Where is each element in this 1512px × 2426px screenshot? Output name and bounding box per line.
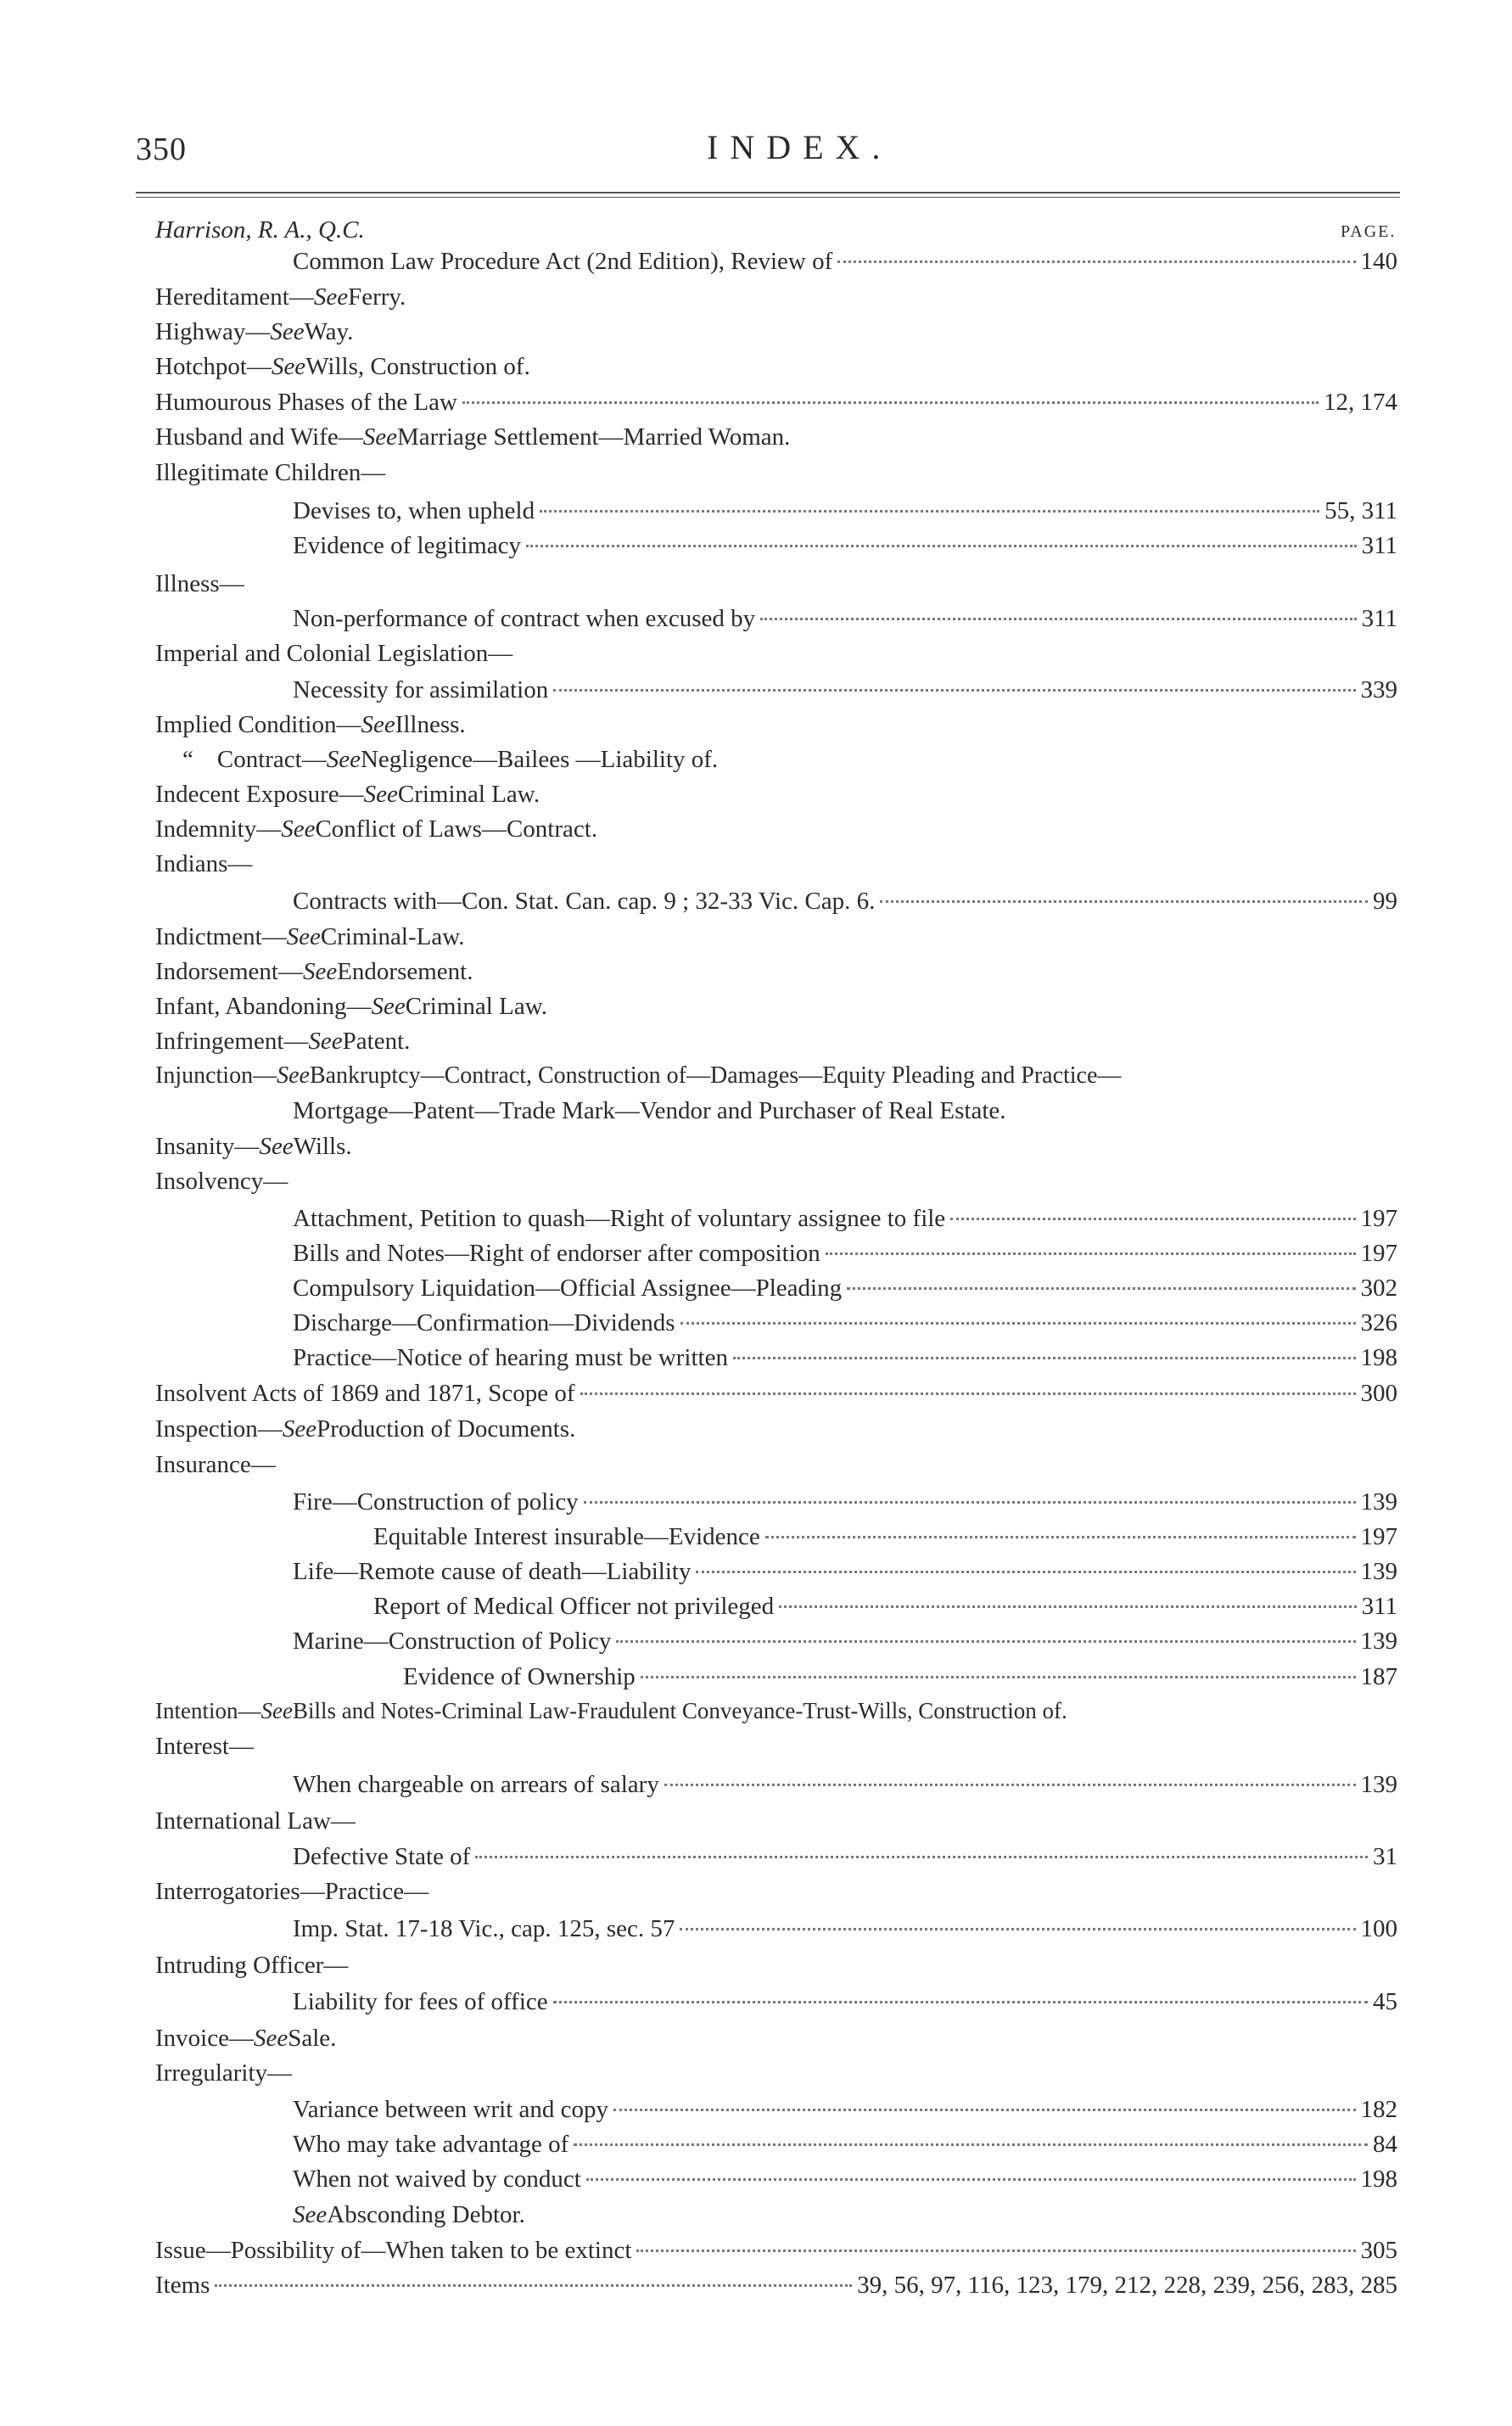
index-entry-heading [155,216,365,244]
index-entry [293,605,1397,633]
page-reference: 197 [1360,1240,1397,1267]
index-entry-heading [155,459,385,487]
page-reference: 311 [1361,1593,1397,1620]
cross-reference: Absconding Debtor. [327,2201,525,2228]
index-entry-heading [155,1878,428,1906]
entry-text: Insanity— [155,1133,260,1160]
page-reference: 99 [1373,888,1397,915]
entry-text: Intention— [155,1698,261,1723]
cross-reference: Negligence—Bailees —Liability of. [360,746,719,773]
leader-dots [680,1322,1356,1325]
leader-dots [574,2143,1368,2146]
entry-text: Imperial and Colonial Legislation— [155,640,513,667]
page-reference: 139 [1360,1628,1397,1655]
page-reference: 140 [1360,248,1397,275]
page-column-label: PAGE. [1341,222,1397,241]
entry-text: Attachment, Petition to quash—Right of voluntary assignee to file [293,1205,946,1232]
entry-text: Intruding Officer— [155,1952,349,1979]
leader-dots [584,1501,1356,1504]
see-label: See [281,815,316,843]
see-label: See [361,711,395,738]
index-entry [293,1558,1397,1586]
leader-dots [826,1252,1356,1255]
see-label: See [259,1133,294,1160]
page-title: INDEX. [707,128,893,166]
page-reference: 139 [1360,1558,1397,1585]
see-label: See [308,1028,343,1055]
page-reference: 305 [1360,2237,1397,2264]
index-entry [155,815,597,843]
cross-reference: Conflict of Laws—Contract. [315,815,598,843]
see-label: See [282,1415,317,1443]
index-entry [293,1628,1397,1656]
leader-dots [215,2284,852,2287]
entry-text: Insolvency— [155,1168,288,1195]
page-reference: 311 [1361,605,1397,632]
entry-text: Injunction— [155,1062,277,1089]
leader-dots [636,2250,1355,2252]
index-entry-heading [155,1952,348,1980]
index-entry [155,1062,1121,1090]
index-entry [155,318,353,346]
entry-text: Harrison, R. A., Q.C. [155,216,365,244]
entry-text: Contracts with—Con. Stat. Can. cap. 9 ; 32-33 Vic. Cap. 6. [293,888,876,915]
see-label: See [371,993,406,1020]
index-entry [155,1028,410,1056]
ditto-mark: “ [182,746,193,773]
page-reference: 100 [1360,1915,1397,1942]
cross-reference: Criminal Law. [405,993,548,1020]
entry-text: Illegitimate Children— [155,459,386,486]
leader-dots [462,401,1319,404]
leader-dots [613,2109,1355,2111]
entry-text: Devises to, when upheld [293,497,535,524]
index-entry [155,1415,575,1443]
index-entry [155,2237,1397,2265]
entry-text: Indorsement— [155,958,303,985]
entry-text: Mortgage—Patent—Trade Mark—Vendor and Purchaser of Real Estate. [293,1097,1006,1124]
entry-text: Inspection— [155,1415,283,1443]
page-reference: 198 [1360,1344,1397,1371]
page-reference: 197 [1360,1523,1397,1550]
entry-text: Contract— [216,746,327,773]
entry-text: Indemnity— [155,815,282,843]
entry-text: Practice—Notice of hearing must be written [293,1344,728,1371]
entry-text: Equitable Interest insurable—Evidence [373,1523,760,1550]
index-entry [293,1771,1397,1799]
index-entry-heading [155,1807,356,1835]
leader-dots [586,2178,1356,2181]
cross-reference: Wills, Construction of. [305,353,530,380]
page-reference: 198 [1360,2165,1397,2193]
leader-dots [847,1287,1355,1290]
leader-dots [526,545,1357,547]
entry-text: Common Law Procedure Act (2nd Edition), Review of [293,248,833,275]
entry-text: Insurance— [155,1451,276,1478]
page-reference: 182 [1360,2096,1397,2123]
entry-text: Issue—Possibility of—When taken to be extinct [155,2237,632,2264]
entry-text: Invoice— [155,2025,254,2052]
index-entry [155,283,406,311]
index-entry [155,993,547,1021]
page-reference: 139 [1360,1771,1397,1798]
index-entry [293,532,1397,560]
see-label: See [277,1062,310,1089]
entry-text: Discharge—Confirmation—Dividends [293,1309,675,1336]
entry-text: Evidence of legitimacy [293,532,521,559]
cross-reference: Criminal Law. [397,781,540,808]
page-reference: 187 [1360,1663,1397,1690]
entry-text: Non-performance of contract when excused by [293,605,756,632]
index-entry [155,781,540,809]
entry-text: Variance between writ and copy [293,2096,609,2123]
entry-text: Liability for fees of office [293,1988,548,2015]
entry-text: Illness— [155,570,244,597]
page-reference: 39, 56, 97, 116, 123, 179, 212, 228, 239, 256, 283, 285 [857,2272,1397,2299]
index-entry [293,497,1397,525]
entry-text: International Law— [155,1807,356,1835]
cross-reference: Ferry. [348,283,406,311]
leader-dots [760,618,1356,620]
leader-dots [580,1392,1356,1395]
see-label: See [253,2025,288,2052]
index-entry-heading [155,1168,288,1196]
index-entry-heading [155,2059,292,2087]
index-entry [293,1309,1397,1337]
see-label: See [326,746,361,773]
index-entry [293,676,1397,704]
cross-reference: Patent. [342,1028,411,1055]
index-entry-continuation [293,1097,1006,1125]
index-entry [155,389,1397,417]
leader-dots [664,1784,1356,1786]
leader-dots [837,261,1355,263]
page-reference: 139 [1360,1488,1397,1516]
see-label: See [363,781,398,808]
entry-text: Hereditament— [155,283,314,311]
index-entry [293,1205,1397,1233]
cross-reference: Endorsement. [337,958,473,985]
entry-text: Irregularity— [155,2059,293,2087]
entry-text: Evidence of Ownership [403,1663,636,1690]
see-label: See [313,283,349,311]
index-entry [155,1698,1067,1724]
cross-reference: Production of Documents. [316,1415,576,1443]
index-entry [155,423,790,451]
see-label: See [270,318,305,345]
index-entry [293,1275,1397,1303]
entry-text: Infringement— [155,1028,309,1055]
index-entry [293,1915,1397,1943]
index-entry [403,1663,1397,1691]
entry-text: Compulsory Liquidation—Official Assignee—Pleading [293,1275,843,1302]
page-reference: 311 [1361,532,1397,559]
entry-text: Imp. Stat. 17-18 Vic., cap. 125, sec. 57 [293,1915,675,1942]
index-entry [373,1593,1397,1621]
page-reference: 12, 174 [1324,389,1397,416]
index-entry [293,2131,1397,2159]
cross-reference: Illness. [395,711,466,738]
see-label: See [286,923,321,950]
entry-text: Fire—Construction of policy [293,1488,579,1516]
index-entry [293,1843,1397,1871]
index-entry-heading [155,640,512,668]
leader-dots [880,900,1368,903]
page-reference: 55, 311 [1324,497,1397,524]
index-entry [293,1488,1397,1516]
entry-text: Defective State of [293,1843,471,1870]
page-reference: 45 [1373,1988,1397,2015]
entry-text: Who may take advantage of [293,2131,569,2158]
index-entry [155,353,530,381]
entry-text: Necessity for assimilation [293,676,549,703]
index-entry [155,1380,1397,1408]
entry-text: Infant, Abandoning— [155,993,372,1020]
header-rule [136,192,1400,193]
cross-reference: Criminal-Law. [320,923,465,950]
index-entry [155,2025,336,2053]
entry-text: Bills and Notes—Right of endorser after composition [293,1240,820,1267]
index-entry [293,2201,525,2229]
index-entry [293,2096,1397,2124]
cross-reference: Bankruptcy—Contract, Construction of—Damages—Equity Pleading and Practice— [309,1062,1122,1089]
index-entry [373,1523,1397,1551]
entry-text: Interest— [155,1733,254,1760]
index-entry [293,1344,1397,1372]
index-entry [155,2272,1397,2300]
entry-text: Hotchpot— [155,353,272,380]
see-label: See [293,2201,328,2228]
leader-dots [733,1357,1356,1359]
leader-dots [696,1571,1355,1573]
cross-reference: Wills. [293,1133,352,1160]
page-reference: 84 [1373,2131,1397,2158]
index-entry [293,2165,1397,2193]
page-reference: 197 [1360,1205,1397,1232]
leader-dots [641,1676,1356,1678]
index-entry [293,248,1397,276]
entry-text: Items [155,2272,210,2299]
see-label: See [271,353,306,380]
entry-text: When not waived by conduct [293,2165,581,2193]
see-label: See [362,423,397,451]
index-entry-heading [155,570,244,598]
entry-text: Interrogatories—Practice— [155,1878,429,1905]
page-reference: 300 [1360,1380,1397,1407]
index-entry-heading [155,1451,276,1479]
see-label: See [302,958,338,985]
index-entry [293,1988,1397,2016]
entry-text: Indians— [155,850,253,877]
entry-text: Highway— [155,318,271,345]
leader-dots [950,1218,1355,1220]
leader-dots [540,510,1319,513]
entry-text: Insolvent Acts of 1869 and 1871, Scope of [155,1380,575,1407]
cross-reference: Way. [304,318,354,345]
cross-reference: Marriage Settlement—Married Woman. [397,423,791,451]
leader-dots [616,1640,1355,1643]
page-reference: 31 [1373,1843,1397,1870]
page-number: 350 [136,132,187,167]
index-entry [155,1133,352,1161]
page-reference: 302 [1360,1275,1397,1302]
page-reference: 326 [1360,1309,1397,1336]
entry-text: Implied Condition— [155,711,361,738]
cross-reference: Bills and Notes-Criminal Law-Fraudulent Conveyance-Trust-Wills, Construction of. [292,1698,1067,1723]
entry-text: Humourous Phases of the Law [155,389,458,416]
entry-text: Marine—Construction of Policy [293,1628,612,1655]
entry-text: Husband and Wife— [155,423,363,451]
index-entry [155,958,473,986]
entry-text: Life—Remote cause of death—Liability [293,1558,692,1585]
index-entry [182,746,718,774]
page-reference: 339 [1360,676,1397,703]
entry-text: When chargeable on arrears of salary [293,1771,659,1798]
index-entry [155,711,466,739]
cross-reference: Sale. [288,2025,337,2052]
index-entry [293,888,1397,916]
entry-text: Indictment— [155,923,287,950]
entry-text: Indecent Exposure— [155,781,364,808]
leader-dots [779,1605,1356,1608]
index-entry-heading [155,850,252,878]
header-rule-thin [136,197,1400,198]
leader-dots [553,2001,1368,2003]
see-label: See [260,1698,293,1723]
leader-dots [553,689,1355,692]
index-entry [293,1240,1397,1268]
index-entry [155,923,465,951]
leader-dots [765,1536,1356,1538]
entry-text: Report of Medical Officer not privileged [373,1593,775,1620]
index-entry-heading [155,1733,254,1761]
leader-dots [680,1928,1355,1930]
leader-dots [475,1856,1368,1858]
